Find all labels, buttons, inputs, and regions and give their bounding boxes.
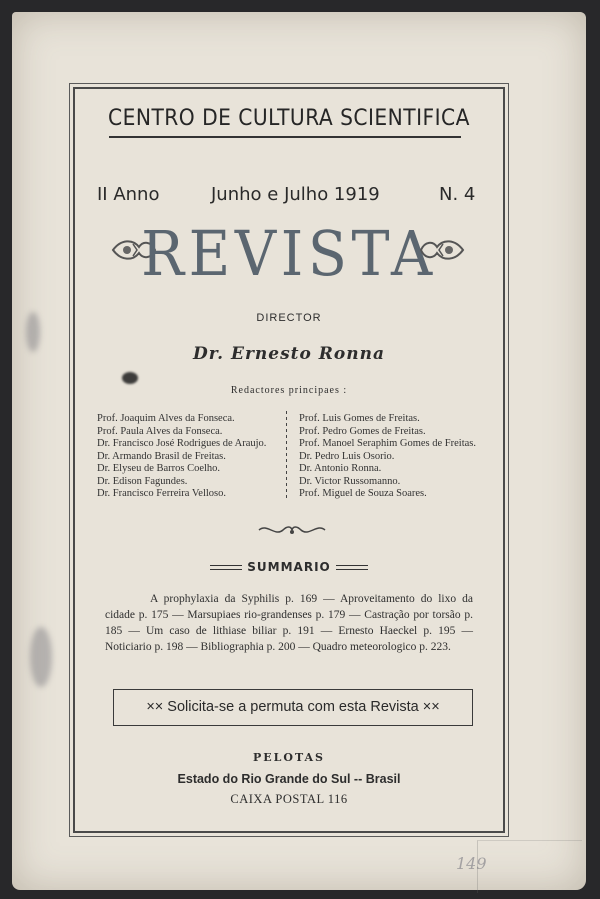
summary-heading [75, 560, 503, 574]
magazine-title: REVISTA [141, 217, 437, 290]
magazine-cover [12, 12, 586, 890]
issue-date: Junho e Julho 1919 [211, 184, 380, 205]
redactor-name: Dr. Francisco José Rodrigues de Araujo. [97, 438, 267, 449]
redactors-left-column [97, 413, 266, 501]
publication-state: Estado do Rio Grande do Sul -- Brasil [177, 772, 401, 786]
worn-corner [477, 840, 582, 893]
year-label: II Anno [97, 184, 160, 205]
paper-stain [30, 627, 52, 687]
redactor-name: Prof. Pedro Gomes de Freitas. [299, 425, 426, 437]
publication-city: PELOTAS [252, 751, 326, 764]
director-label: DIRECTOR [256, 312, 322, 324]
redactor-name: Dr. Pedro Luis Osorio. [299, 450, 395, 462]
po-box: CAIXA POSTAL 116 [230, 792, 348, 806]
handwritten-note: 149 [456, 854, 487, 873]
redactor-name: Dr. Victor Russomanno. [299, 475, 401, 487]
redactor-name: Dr. Edison Fagundes. [97, 475, 188, 487]
summary-heading-label: SUMMARIO [247, 560, 331, 574]
redactor-name: Prof. Joaquim Alves da Fonseca. [97, 413, 235, 424]
issue-number: N. 4 [439, 184, 476, 205]
header-rule [109, 136, 461, 138]
cover-frame [73, 87, 505, 833]
exchange-notice: ×× Solicita-se a permuta com esta Revista ×× [113, 689, 473, 726]
heading-bar [210, 565, 242, 570]
flourish-ornament-icon [257, 521, 327, 539]
redactor-name: Prof. Luis Gomes de Freitas. [299, 413, 420, 424]
paper-stain [26, 312, 40, 352]
redactor-name: Prof. Miguel de Souza Soares. [299, 488, 427, 499]
heading-bar [336, 565, 368, 570]
redactors-right-column [299, 413, 476, 501]
redactor-name: Dr. Antonio Ronna. [299, 463, 382, 474]
column-divider [286, 411, 287, 501]
redactor-name: Dr. Armando Brasil de Freitas. [97, 450, 226, 462]
redactor-name: Dr. Francisco Ferreira Velloso. [97, 488, 226, 499]
director-name: Dr. Ernesto Ronna [193, 344, 385, 364]
redactor-name: Dr. Elyseu de Barros Coelho. [97, 463, 221, 474]
summary-contents: A prophylaxia da Syphilis p. 169 — Aproveitamento do lixo da cidade p. 175 — Marsupiaes rio-grandenses p. 179 — Castração por torsão p. 185 — Um caso de lithiase biliar p. 191 — Ernesto Haeckel p. 195 — Noticiario p. 198 — Bibliographia p. 200 — Quadro meteorologico p. 223. [105, 593, 473, 653]
right-ornament-icon [419, 235, 465, 265]
redactor-name: Prof. Manoel Seraphim Gomes de Freitas. [299, 438, 477, 449]
redactor-name: Prof. Paula Alves da Fonseca. [97, 425, 223, 437]
redactors-label: Redactores principaes : [230, 385, 348, 396]
organization-name: CENTRO DE CULTURA SCIENTIFICA [108, 106, 470, 131]
